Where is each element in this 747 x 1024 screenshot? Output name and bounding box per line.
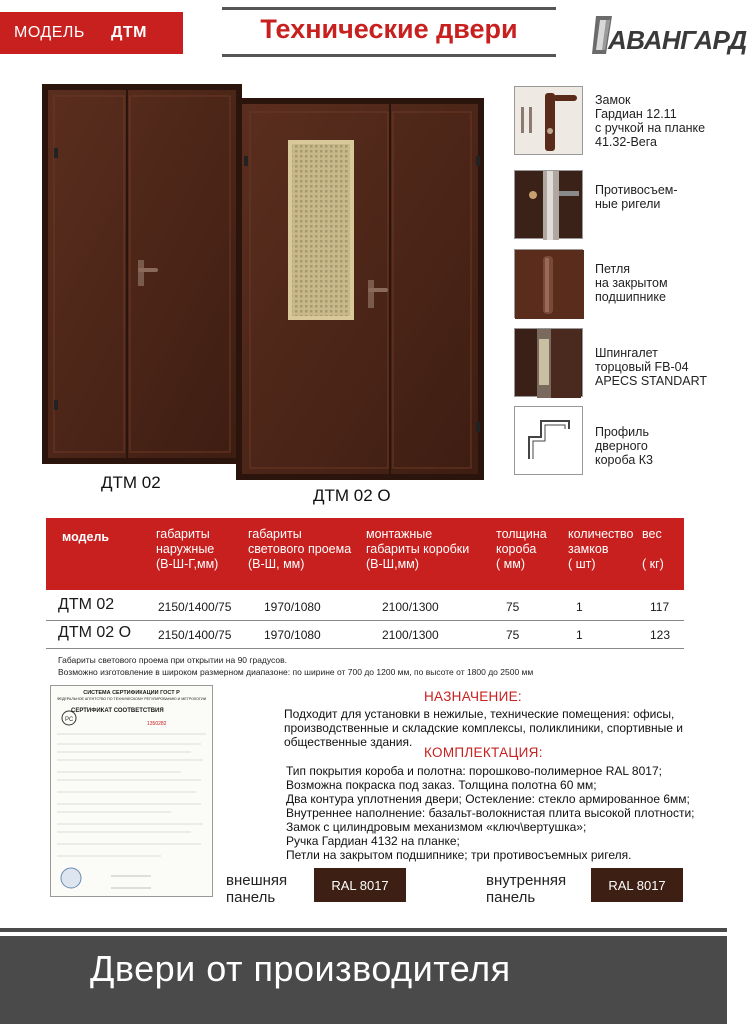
table-row: ДТМ 02 О 2150/1400/75 1970/1080 2100/1300 75 1 123 (58, 624, 671, 642)
col-mount: монтажные габариты коробки (В-Ш,мм) (366, 527, 470, 571)
door-dtm-02-o (236, 98, 484, 480)
kit-text: Тип покрытия короба и полотна: порошково-полимерное RAL 8017; Возможна покраска под заказ. Толщина полотна 60 мм; Два контура уплотнения двери; Остекление: стекло армированное 6мм; Внутреннее наполнение: базальт-волокнистая плита высокой плотности; Замок с цилиндровым механизмом «ключ\вертушка»; Ручка Гардиан 4132 на планке; Петли на закрытом подшипнике; три противосъемных ригеля. (286, 764, 695, 862)
feature-profile-text: Профиль дверного короба К3 (595, 425, 653, 467)
table-row: ДТМ 02 2150/1400/75 1970/1080 2100/1300 75 1 117 (58, 596, 670, 614)
feature-bolts-text: Противосъем- ные ригели (595, 183, 678, 211)
door-illustrations (0, 70, 500, 510)
feature-lock-text: Замок Гардиан 12.11 с ручкой на планке 41.32-Вега (595, 93, 706, 149)
model-value: ДТМ (110, 24, 147, 41)
model-label: МОДЕЛЬ (14, 24, 85, 41)
feature-latch-text: Шпингалет торцовый FB-04 APECS STANDART (595, 346, 708, 388)
outer-panel-label: внешняя панель (226, 872, 288, 906)
title-rule-top (222, 7, 556, 10)
col-light: габариты светового проема (В-Ш, мм) (248, 527, 352, 571)
purpose-heading: НАЗНАЧЕНИЕ: (424, 689, 522, 704)
bolt-icon (514, 170, 583, 239)
brand-name: АВАНГАРД (608, 25, 747, 55)
col-outer: габариты наружные (В-Ш-Г,мм) (156, 527, 219, 571)
row-divider (46, 620, 684, 621)
outer-panel-swatch: RAL 8017 (314, 868, 406, 902)
title-rule-bottom (222, 54, 556, 57)
lock-handle-icon (514, 86, 583, 155)
svg-text:РС: РС (65, 717, 74, 723)
door-1-caption: ДТМ 02 (101, 473, 161, 492)
note-light-opening: Габариты светового проема при открытии на 90 градусов. (58, 655, 287, 665)
feature-hinge-text: Петля на закрытом подшипнике (595, 262, 668, 304)
footer-stripe (0, 932, 727, 936)
row-divider (46, 648, 684, 649)
note-size-range: Возможно изготовление в широком размерном диапазоне: по ширине от 700 до 1200 мм, по высоте от 1800 до 2500 мм (58, 667, 534, 677)
spec-table-header (46, 518, 684, 590)
latch-icon (514, 328, 583, 397)
door-2-caption: ДТМ 02 О (313, 486, 391, 505)
door-dtm-02 (42, 84, 242, 464)
footer-slogan: Двери от производителя (90, 948, 511, 989)
inner-panel-label: внутренняя панель (486, 872, 567, 906)
col-weight: вес ( кг) (642, 527, 664, 571)
col-thickness: толщина короба ( мм) (496, 527, 547, 571)
purpose-text: Подходит для установки в нежилые, технические помещения: офисы, производственные и складские комплексы, поликлиники, спортивные и общественные здания. (284, 707, 683, 749)
col-locks: количество замков ( шт) (568, 527, 634, 571)
col-model: модель (62, 530, 110, 544)
kit-heading: КОМПЛЕКТАЦИЯ: (424, 745, 543, 760)
inner-panel-swatch: RAL 8017 (591, 868, 683, 902)
profile-icon (514, 406, 583, 475)
model-badge (0, 12, 183, 54)
page-title: Технические двери (260, 14, 518, 44)
certificate-image: СИСТЕМА СЕРТИФИКАЦИИ ГОСТ Р ФЕДЕРАЛЬНОЕ АГЕНТСТВО ПО ТЕХНИЧЕСКОМУ РЕГУЛИРОВАНИЮ И МЕТРОЛОГИИ РС СЕРТИФИКАТ СООТВЕТСТВИЯ 1350282 (50, 685, 213, 897)
hinge-icon (514, 249, 583, 318)
